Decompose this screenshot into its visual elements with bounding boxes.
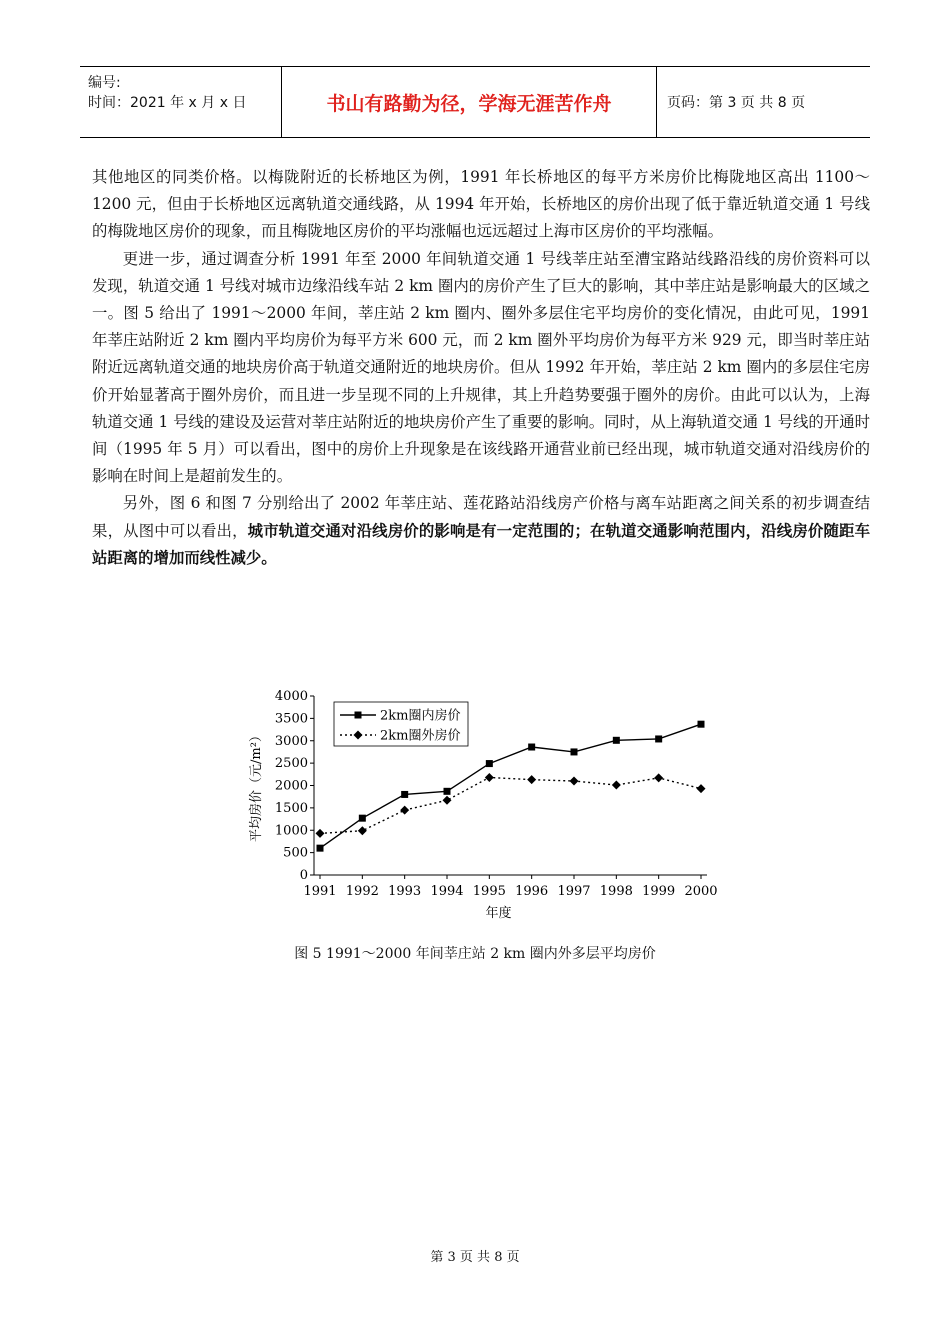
point-inner-1999 bbox=[655, 735, 662, 742]
point-inner-1995 bbox=[486, 760, 493, 767]
point-outer-1991 bbox=[316, 829, 325, 838]
x-tick-label: 1996 bbox=[515, 884, 549, 899]
y-tick-label: 4000 bbox=[274, 689, 308, 704]
header-motto: 书山有路勤为径，学海无涯苦作舟 bbox=[282, 67, 657, 137]
x-tick-label: 1993 bbox=[388, 884, 422, 899]
header-meta bbox=[80, 67, 282, 137]
point-inner-1991 bbox=[317, 845, 324, 852]
y-tick-label: 1000 bbox=[274, 823, 308, 839]
x-tick-label: 2000 bbox=[684, 884, 718, 899]
point-outer-1992 bbox=[358, 826, 367, 835]
header-page-number: 页码：第 3 页 共 8 页 bbox=[667, 95, 806, 111]
y-tick-label: 2000 bbox=[274, 778, 308, 794]
y-tick-label: 3000 bbox=[274, 733, 308, 749]
series-line-2 bbox=[320, 777, 701, 833]
x-axis-title: 年度 bbox=[485, 906, 512, 921]
x-tick-label: 1998 bbox=[599, 884, 633, 899]
paragraph-1: 其他地区的同类价格。以梅陇附近的长桥地区为例，1991 年长桥地区的每平方米房价比梅陇地区高出 1100～1200 元，但由于长桥地区远离轨道交通线路，从 1994 年开始，长桥地区的房价出现了低于靠近轨道交通 1 号线的梅陇地区房价的现象，而且梅陇地区房价的平均涨幅也远远超过上海市区房价的平均涨幅。 bbox=[92, 168, 870, 241]
point-outer-1998 bbox=[612, 781, 621, 790]
body-text bbox=[92, 164, 870, 572]
x-tick-label: 1999 bbox=[642, 884, 676, 899]
point-outer-1997 bbox=[570, 777, 579, 786]
point-inner-1996 bbox=[528, 744, 535, 751]
paragraph-2: 更进一步，通过调查分析 1991 年至 2000 年间轨道交通 1 号线莘庄站至漕宝路站线路沿线的房价资料可以发现，轨道交通 1 号线对城市边缘沿线车站 2 km 圈内的房价产生了巨大的影响，其中莘庄站是影响最大的区域之一。图 5 给出了 1991～2000 年间，莘庄站 2 km 圈内、圈外多层住宅平均房价的变化情况，由此可见，1991 年莘庄站附近 2 km 圈内平均房价为每平方米 600 元，而 2 km 圈外平均房价为每平方米 929 元，即当时莘庄站附近远离轨道交通的地块房价高于轨道交通附近的地块房价。但从 1992 年开始，莘庄站 2 km 圈内的多层住宅房价开始显著高于圈外房价，而且进一步呈现不同的上升规律，其上升趋势要强于圈外的房价。由此可以认为，上海轨道交通 1 号线的建设及运营对莘庄站附近的地块房价产生了重要的影响。同时，从上海轨道交通 1 号线的开通时间（1995 年 5 月）可以看出，图中的房价上升现象是在该线路开通营业前已经出现，城市轨道交通对沿线房价的影响在时间上是超前发生的。 bbox=[92, 249, 870, 486]
paragraph-3 bbox=[92, 490, 870, 572]
page-footer: 第 3 页 共 8 页 bbox=[430, 1250, 520, 1265]
point-inner-1992 bbox=[359, 815, 366, 822]
legend-label-2: 2km圈外房价 bbox=[380, 728, 461, 744]
x-tick-label: 1991 bbox=[303, 884, 337, 899]
legend-label-1: 2km圈内房价 bbox=[380, 708, 461, 724]
y-axis-title: 平均房价（元/m²） bbox=[249, 729, 264, 842]
x-tick-label: 1994 bbox=[430, 884, 464, 899]
page-header bbox=[80, 66, 870, 138]
header-number: 编号: bbox=[88, 75, 121, 91]
figure-caption: 图 5 1991～2000 年间莘庄站 2 km 圈内外多层平均房价 bbox=[294, 946, 656, 962]
house-price-chart bbox=[236, 680, 736, 950]
paragraph-3-emphasis: 城市轨道交通对沿线房价的影响是有一定范围的；在轨道交通影响范围内，沿线房价随距车站距离的增加而线性减少。 bbox=[92, 521, 870, 567]
y-tick-label: 500 bbox=[283, 845, 308, 861]
point-inner-1998 bbox=[613, 737, 620, 744]
legend-marker-square bbox=[355, 712, 362, 719]
point-inner-1994 bbox=[444, 788, 451, 795]
point-outer-1999 bbox=[654, 773, 663, 782]
y-tick-label: 3500 bbox=[274, 711, 308, 727]
point-inner-1993 bbox=[401, 791, 408, 798]
point-outer-2000 bbox=[697, 784, 706, 793]
y-tick-label: 0 bbox=[299, 868, 308, 883]
x-tick-label: 1997 bbox=[557, 884, 591, 899]
x-tick-label: 1995 bbox=[472, 884, 506, 899]
y-tick-label: 2500 bbox=[274, 756, 308, 772]
x-tick-label: 1992 bbox=[345, 884, 379, 899]
point-outer-1996 bbox=[527, 775, 536, 784]
point-outer-1995 bbox=[485, 773, 494, 782]
point-outer-1994 bbox=[443, 796, 452, 805]
header-date: 时间：2021 年 x 月 x 日 bbox=[88, 95, 247, 111]
chart-legend bbox=[334, 702, 468, 746]
paragraph-3-text: 另外，图 6 和图 7 分别给出了 2002 年莘庄站、莲花路站沿线房产价格与离车站距离之间关系的初步调查结果，从图中可以看出， bbox=[92, 494, 870, 540]
point-outer-1993 bbox=[400, 806, 409, 815]
point-inner-2000 bbox=[698, 721, 705, 728]
point-inner-1997 bbox=[571, 748, 578, 755]
chart-axes bbox=[248, 689, 718, 921]
y-tick-label: 1500 bbox=[274, 800, 308, 816]
chart-svg bbox=[236, 680, 736, 950]
